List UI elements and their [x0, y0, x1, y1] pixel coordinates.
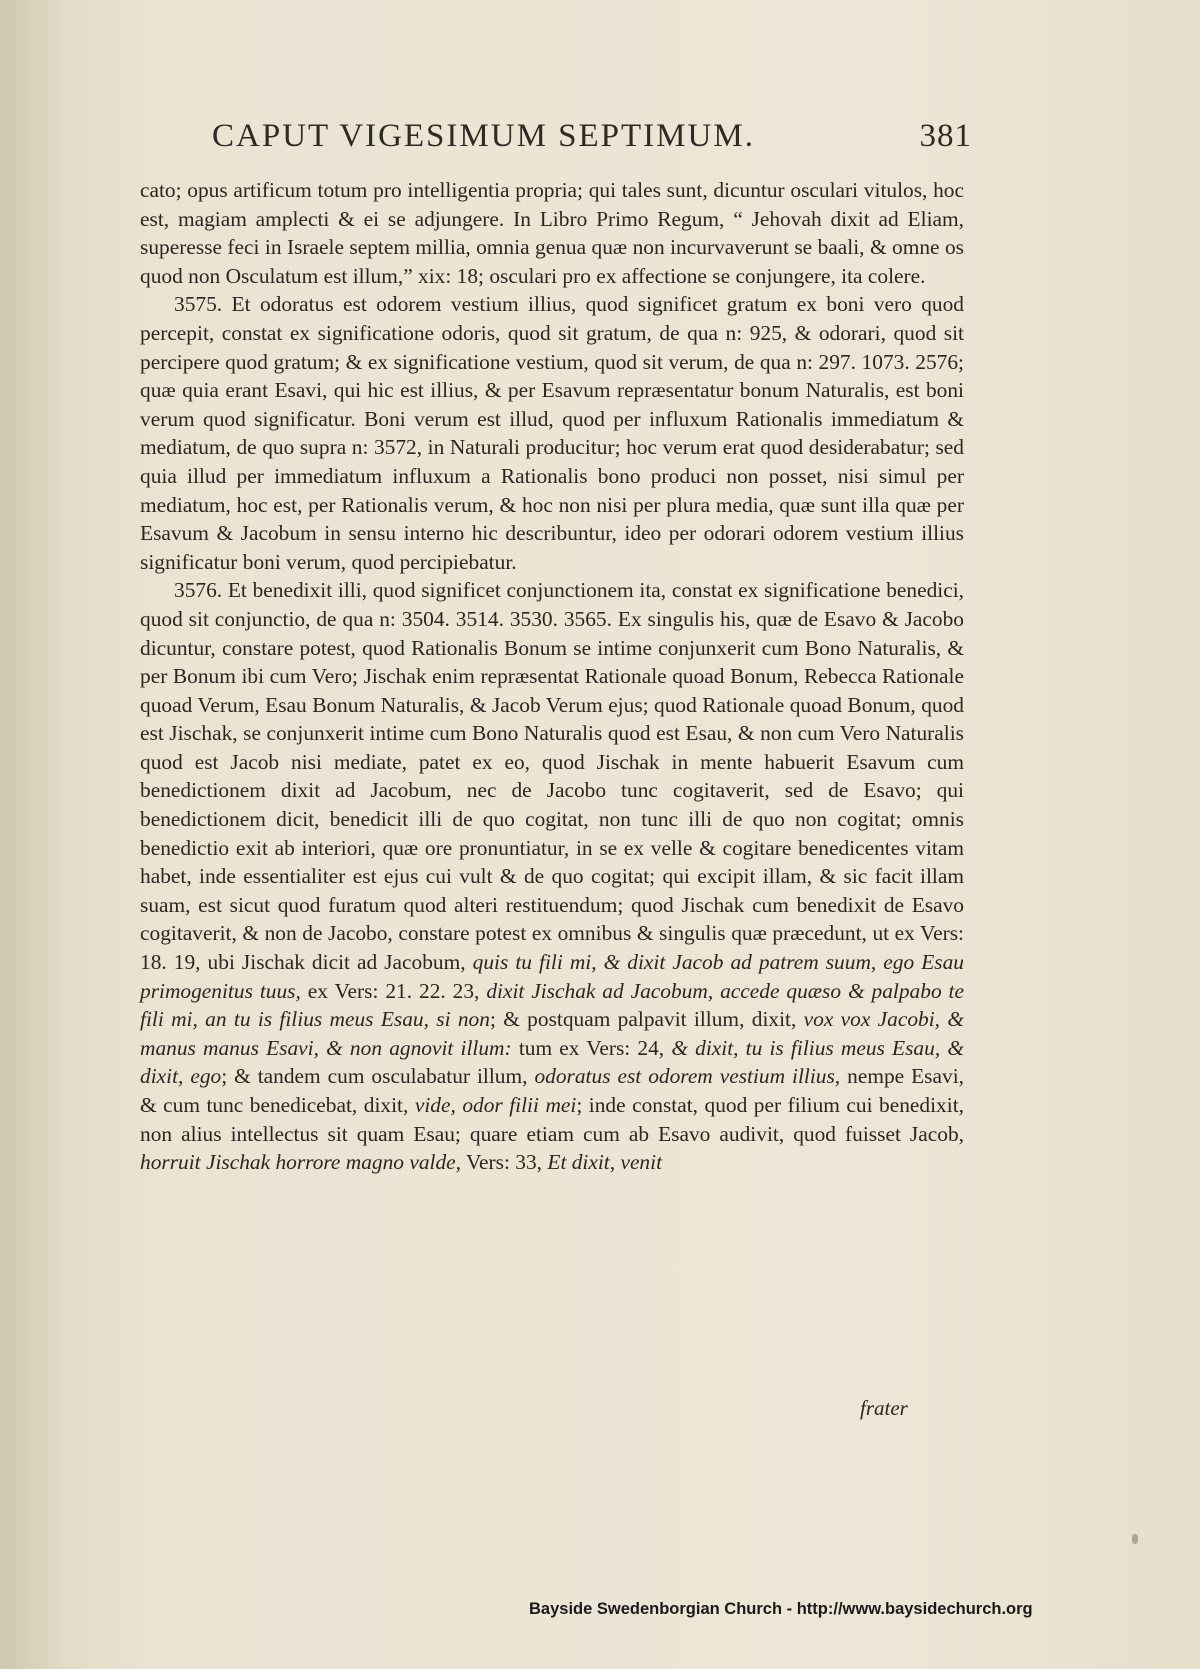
paragraph-text: ex Vers: 21. 22. 23,	[300, 978, 487, 1003]
paragraph-text: 3576. Et benedixit illi, quod significet conjunctionem ita, constat ex significatione benedici, quod sit conjunctio, de qua n: 3504. 3514. 3530. 3565. Ex singulis his, quæ de Esavo & Jacobo dicuntur, constare potest, quod Rationalis Bonum se intime conjunxerit cum Bono Naturalis, & per Bonum ibi cum Vero; Jischak enim repræsentat Rationale quoad Bonum, Rebecca Rationale quoad Verum, Esau Bonum Naturalis, & Jacob Verum ejus; quod Rationale quoad Bonum, quod est Jischak, se conjunxerit intime cum Bono Naturalis quod est Esau, & non cum Vero Naturalis quod est Jacob nisi mediate, patet ex eo, quod Jischak in mente habuerit Esavum cum benedictionem dixit ad Jacobum, nec de Jacobo tunc cogitaverit, sed de Esavo; qui benedictionem dicit, benedicit illi de quo cogitat, non tunc illi de quo non cogitat; omnis benedictio exit ab interiori, quæ ore pronuntiatur, in se ex velle & cogitare benedicentes vitam habet, inde essentialiter est ejus cui vult & de quo cogitat; qui excipit illam, & sic facit illam suam, est sicut quod furatum quod alteri restituendum; quod Jischak cum benedixit de Esavo cogitaverit, & non de Jacobo, constare potest ex omnibus & singulis quæ præcedunt, ut ex Vers: 18. 19, ubi Jischak dicit ad Jacobum,	[140, 578, 964, 975]
quote-italic: vox vox Jacobi, & manus manus Esavi, & non agnovit illum:	[140, 1007, 964, 1060]
quote-italic: & dixit, tu is filius meus Esau, & dixit, ego	[140, 1035, 964, 1089]
paragraph-text: ; & postquam palpavit illum, dixit,	[489, 1007, 804, 1032]
paragraph-1: cato; opus artificum totum pro intelligentia propria; qui tales sunt, dicuntur osculari vitulos, hoc est, magiam amplecti & ei se adjungere. In Libro Primo Regum, “ Jehovah dixit ad Eliam, superesse feci in Israele septem millia, omnia genua quæ non incurvaverunt se baali, & omne os quod non Osculatum est illum,” xix: 18; osculari pro ex affectione se conjungere, ita colere.	[140, 178, 964, 288]
paragraph-text: tum ex Vers: 24,	[511, 1035, 672, 1060]
quote-italic: odoratus est odorem vestium illius,	[534, 1064, 841, 1089]
paragraph-text: Vers: 33,	[461, 1150, 548, 1175]
paragraph-3575: 3575. Et odoratus est odorem vestium illius, quod significet gratum ex boni vero quod percepit, constat ex significatione odoris, quod sit gratum, de qua n: 925, & odorari, quod sit percipere quod gratum; & ex significatione vestium, quod sit verum, de qua n: 297. 1073. 2576; quæ quia erant Esavi, qui hic est illius, & per Esavum repræsentatur bonum Naturalis, est boni verum quod significatur. Boni verum est illud, quod per influxum Rationalis immediatum & mediatum, de quo supra n: 3572, in Naturali producitur; hoc verum erat quod desiderabatur; sed quia illud per immediatum influxum a Rationalis bono produci non posset, nisi simul per mediatum, hoc est, per Rationalis verum, & hoc non nisi per plura media, quæ sunt illa quæ per Esavum & Jacobum in sensu interno hic describuntur, ideo per odorari odorem vestium illius significatur boni verum, quod percipiebatur.	[140, 292, 964, 574]
page-number: 381	[919, 118, 972, 154]
quote-italic: quis tu fili mi, & dixit Jacob ad patrem suum, ego Esau primogenitus tuus,	[140, 950, 964, 1003]
running-head	[212, 118, 972, 155]
quote-italic: Et dixit, venit	[547, 1150, 663, 1175]
chapter-title: CAPUT VIGESIMUM SEPTIMUM.	[212, 118, 755, 154]
paragraph-text: ; & tandem cum osculabatur illum,	[221, 1064, 535, 1089]
quote-italic: vide, odor filii mei	[414, 1093, 577, 1117]
paragraph-text: nempe Esavi, & cum tunc benedicebat, dixit,	[140, 1064, 964, 1117]
footer-credit: Bayside Swedenborgian Church - http://www.baysidechurch.org	[529, 1600, 1033, 1618]
paragraph-3576	[140, 576, 964, 1176]
paragraph-text: ; inde constat, quod per filium cui benedixit, non alius intellectus sit quam Esau; quare etiam cum ab Esavo audivit, quod fuisset Jacob,	[140, 1093, 964, 1146]
ink-smudge	[1132, 1534, 1138, 1544]
body-text	[140, 176, 964, 1177]
quote-italic: horruit Jischak horrore magno valde,	[140, 1150, 462, 1175]
catchword: frater	[860, 1396, 908, 1420]
quote-italic: dixit Jischak ad Jacobum, accede quæso & palpabo te fili mi, an tu is filius meus Esau, si non	[140, 978, 964, 1032]
